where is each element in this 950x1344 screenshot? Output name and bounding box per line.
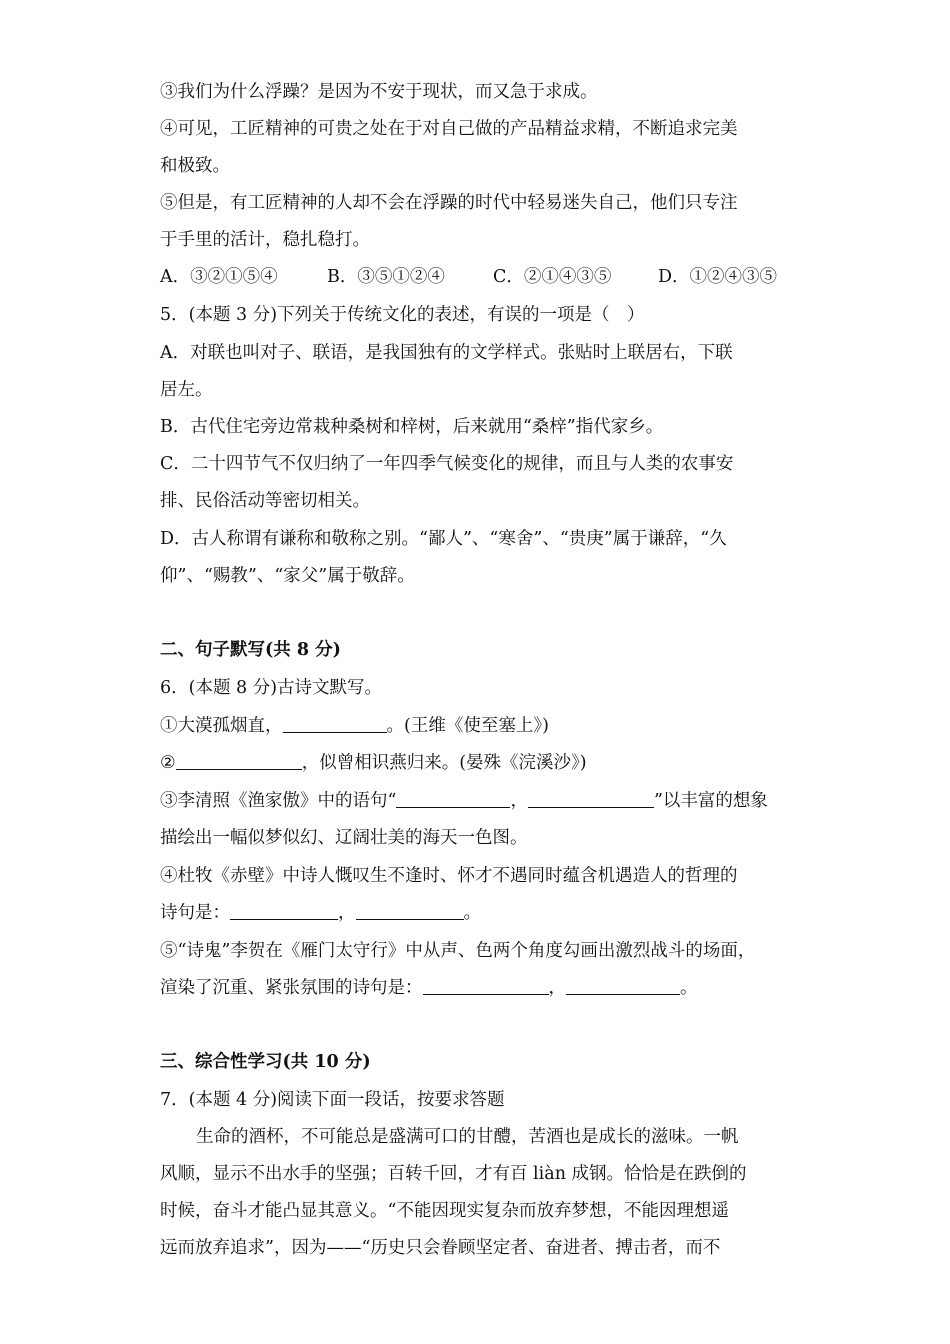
q5-option-a-cont: 居左。 <box>160 380 213 400</box>
answer-blank[interactable] <box>423 976 549 995</box>
question-7: 7．(本题 4 分)阅读下面一段话，按要求答题 <box>160 1090 505 1110</box>
q6-item-4: ④杜牧《赤壁》中诗人慨叹生不逢时、怀才不遇同时蕴含机遇造人的哲理的 <box>160 866 738 886</box>
answer-blank[interactable] <box>566 976 680 995</box>
q6-item-5-cont <box>160 976 698 1000</box>
answer-blank[interactable] <box>396 789 510 808</box>
q6-4-text: 诗句是： <box>160 903 230 923</box>
q6-2-num: ② <box>160 753 176 773</box>
q6-item-3-cont: 描绘出一幅似梦似幻、辽阔壮美的海天一色图。 <box>160 828 528 848</box>
text-line: ③我们为什么浮躁？是因为不安于现状，而又急于求成。 <box>160 82 598 102</box>
answer-blank[interactable] <box>283 714 387 733</box>
q6-2-text: ，似曾相识燕归来。(晏殊《浣溪沙》) <box>301 753 587 773</box>
question-6: 6．(本题 8 分)古诗文默写。 <box>160 678 383 698</box>
answer-blank[interactable] <box>356 901 464 920</box>
q6-5-text: 渲染了沉重、紧张氛围的诗句是： <box>160 978 423 998</box>
q5-option-c-cont: 排、民俗活动等密切相关。 <box>160 491 370 511</box>
question-5: 5．(本题 3 分)下列关于传统文化的表述，有误的一项是（ ） <box>160 305 645 325</box>
q6-4-end: 。 <box>463 903 481 923</box>
q5-option-d: D．古人称谓有谦称和敬称之别。“鄙人”、“寒舍”、“贵庚”属于谦辞，“久 <box>160 529 727 549</box>
text-line: ⑤但是，有工匠精神的人却不会在浮躁的时代中轻易迷失自己，他们只专注 <box>160 193 738 213</box>
option-c: C．②①④③⑤ <box>493 267 612 287</box>
q6-3-tail: ”以丰富的想象 <box>653 791 768 811</box>
option-a: A．③②①⑤④ <box>160 267 278 287</box>
passage-line: 生命的酒杯，不可能总是盛满可口的甘醴，苦酒也是成长的滋味。一帆 <box>196 1127 739 1147</box>
q6-item-5: ⑤“诗鬼”李贺在《雁门太守行》中从声、色两个角度勾画出激烈战斗的场面， <box>160 941 756 961</box>
q6-item-3 <box>160 789 768 813</box>
text-line: ④可见，工匠精神的可贵之处在于对自己做的产品精益求精，不断追求完美 <box>160 119 738 139</box>
q6-1-source: 。(王维《使至塞上》) <box>386 716 549 736</box>
answer-blank[interactable] <box>528 789 654 808</box>
q6-5-end: 。 <box>680 978 698 998</box>
q6-item-1 <box>160 714 549 738</box>
q6-4-comma: ， <box>338 903 356 923</box>
q5-option-d-cont: 仰”、“赐教”、“家父”属于敬辞。 <box>160 566 415 586</box>
passage-line: 时候，奋斗才能凸显其意义。“不能因现实复杂而放弃梦想，不能因理想遥 <box>160 1201 729 1221</box>
option-b: B．③⑤①②④ <box>327 267 445 287</box>
q6-item-2 <box>160 751 587 775</box>
q6-3-comma: ， <box>510 791 528 811</box>
text-line: 和极致。 <box>160 156 230 176</box>
passage-line: 风顺，显示不出水手的坚强；百转千回，才有百 liàn 成钢。恰恰是在跌倒的 <box>160 1164 747 1184</box>
passage-line: 远而放弃追求”，因为——“历史只会眷顾坚定者、奋进者、搏击者，而不 <box>160 1238 721 1258</box>
q5-option-a: A．对联也叫对子、联语，是我国独有的文学样式。张贴时上联居右，下联 <box>160 343 733 363</box>
text-line: 于手里的活计，稳扎稳打。 <box>160 230 370 250</box>
q6-1-text: ①大漠孤烟直， <box>160 716 283 736</box>
section-3-heading: 三、综合性学习(共 10 分) <box>160 1052 371 1072</box>
q6-item-4-cont <box>160 901 481 925</box>
q5-option-b: B．古代住宅旁边常栽种桑树和梓树，后来就用“桑梓”指代家乡。 <box>160 417 664 437</box>
q6-3-text: ③李清照《渔家傲》中的语句“ <box>160 791 397 811</box>
option-d: D．①②④③⑤ <box>658 267 778 287</box>
answer-blank[interactable] <box>176 751 302 770</box>
q6-5-comma: ， <box>548 978 566 998</box>
answer-blank[interactable] <box>230 901 338 920</box>
q5-option-c: C．二十四节气不仅归纳了一年四季气候变化的规律，而且与人类的农事安 <box>160 454 734 474</box>
section-2-heading: 二、句子默写(共 8 分) <box>160 640 341 660</box>
